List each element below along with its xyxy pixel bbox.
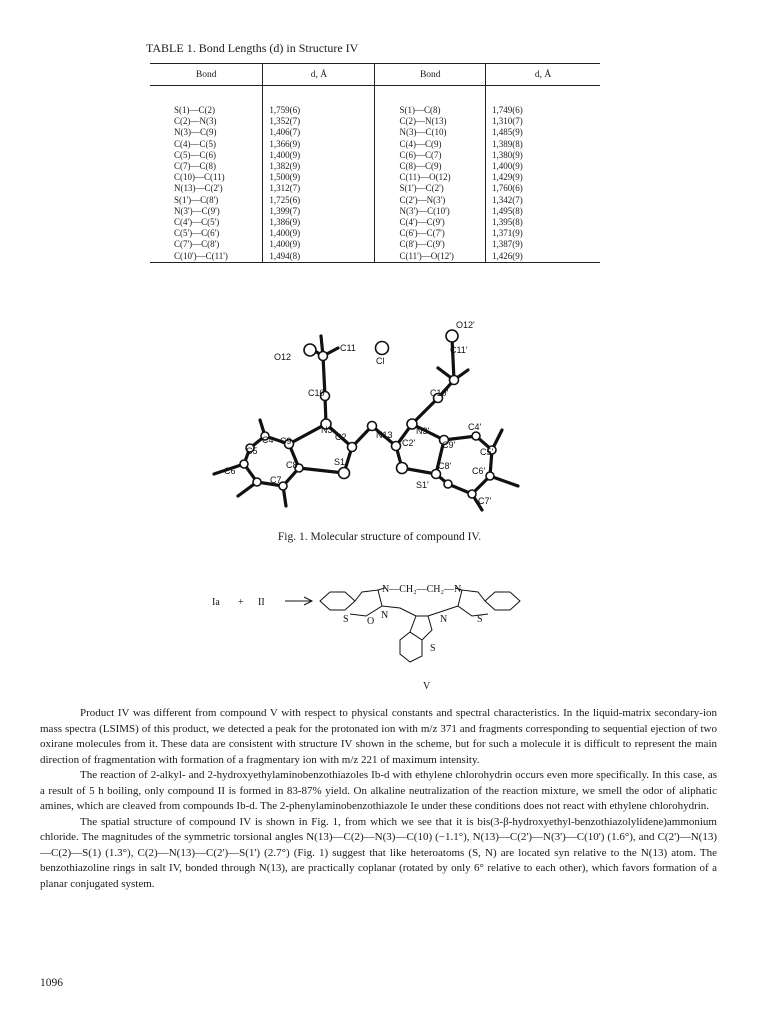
atom-label-c4: C4: [262, 435, 274, 445]
length-cell: 1,495(8): [486, 206, 601, 217]
reactant-ia-label: Ia: [212, 597, 220, 608]
molecular-structure-figure: [190, 298, 570, 526]
atom-label-c2p: C2': [402, 438, 416, 448]
table-row: [150, 239, 600, 250]
atom-label-c11: C11: [340, 343, 356, 353]
table-body: [150, 86, 600, 263]
nitrogen-right-label: N: [440, 614, 448, 625]
column-header-length: d, Å: [486, 64, 601, 86]
length-cell: 1,494(8): [263, 251, 375, 263]
bond-cell: C(6)—C(7): [375, 150, 486, 161]
oxygen-label: O: [367, 616, 375, 627]
scheme-structures: [285, 588, 520, 662]
atom-label-c8: C8: [286, 460, 298, 470]
table-row: [150, 195, 600, 206]
bond-cell: N(3)—C(10): [375, 127, 486, 138]
atom-label-c11p: C11': [450, 345, 468, 355]
bond-cell: S(1')—C(8'): [174, 194, 219, 205]
sulfur-right-label: S: [477, 614, 483, 625]
bond-cell: C(4')—C(5'): [174, 217, 220, 228]
atom-label-c10p: C10': [430, 388, 449, 398]
length-cell: 1,399(7): [263, 206, 375, 217]
atom-label-c10: C10: [308, 388, 325, 398]
bond-cell: C(10')—C(11'): [150, 251, 263, 263]
bond-cell: N(3')—C(10'): [375, 206, 486, 217]
bond-cell: C(4')—C(9'): [375, 217, 486, 228]
bond-cell: C(5)—C(6): [174, 149, 216, 160]
table-row: [150, 161, 600, 172]
length-cell: 1,382(9): [263, 161, 375, 172]
length-cell: 1,406(7): [263, 127, 375, 138]
length-cell: 1,395(8): [486, 217, 601, 228]
bond-cell: C(4)—C(5): [174, 138, 216, 149]
bond-cell: N(3)—C(9): [174, 127, 217, 138]
atom-label-c8p: C8': [438, 461, 452, 471]
length-cell: 1,342(7): [486, 195, 601, 206]
atom-label-n13: N13: [376, 430, 393, 440]
reaction-arrow: [285, 597, 312, 605]
length-cell: 1,386(9): [263, 217, 375, 228]
bond-cell: S(1)—C(2): [174, 105, 215, 115]
length-cell: 1,760(6): [486, 183, 601, 194]
table-row: [150, 206, 600, 217]
length-cell: 1,759(6): [263, 86, 375, 117]
length-cell: 1,426(9): [486, 251, 601, 263]
bond-cell: C(2)—N(13): [375, 116, 486, 127]
length-cell: 1,429(9): [486, 172, 601, 183]
bond-cell: C(8')—C(9'): [375, 239, 486, 250]
atom-label-c5p: C5': [480, 447, 494, 457]
bond-cell: C(2')—N(3'): [375, 195, 486, 206]
figure-caption: Fig. 1. Molecular structure of compound IV.: [277, 531, 482, 543]
reaction-scheme: [200, 578, 560, 693]
length-cell: 1,371(9): [486, 228, 601, 239]
length-cell: 1,310(7): [486, 116, 601, 127]
atom-label-s1: S1: [334, 457, 346, 467]
atom-label-cl: Cl: [376, 356, 385, 366]
length-cell: 1,749(6): [486, 86, 601, 117]
table-row: [150, 116, 600, 127]
sulfur-left-label: S: [343, 614, 349, 625]
atom-label-c2: C2: [335, 432, 347, 442]
bond-cell: C(11)—O(12): [375, 172, 486, 183]
atom-label-c5: C5: [246, 446, 258, 456]
length-cell: 1,366(9): [263, 139, 375, 150]
length-cell: 1,400(9): [263, 150, 375, 161]
plus-sign: +: [238, 597, 244, 608]
length-cell: 1,500(9): [263, 172, 375, 183]
table-row: [150, 217, 600, 228]
bond-cell: S(1)—C(8): [375, 86, 486, 117]
length-cell: 1,725(6): [263, 195, 375, 206]
table-row: [150, 183, 600, 194]
bond-cell: S(1')—C(2'): [375, 183, 486, 194]
atom-label-s1p: S1': [416, 480, 429, 490]
sulfur-bottom-label: S: [430, 643, 436, 654]
bridge-label: N—CH₂—CH₂—N: [382, 584, 462, 595]
bond-cell: N(3')—C(9'): [174, 205, 220, 216]
bond-cell: C(7)—C(8): [174, 161, 216, 172]
table-row: [150, 150, 600, 161]
column-header-length: d, Å: [263, 64, 375, 86]
atom-label-c6: C6: [224, 466, 236, 476]
length-cell: 1,400(9): [263, 239, 375, 250]
table-row: [150, 139, 600, 150]
paragraph: The reaction of 2-alkyl- and 2-hydroxyethylaminobenzothiazoles Ib-d with ethylene chlorohydrin occurs even more specifically. In this case, as a result of 5 h boiling, only compound II is formed in 83-87% yield. On alkaline neutralization of the reaction mixture, we smell the odor of aliphatic amines, which are cleaved from compounds Ib-d. The 2-phenylaminobenzothiazole Ie under these conditions does not react with ethylene chlorohydrin.: [40, 769, 717, 812]
bond-length-table: [150, 63, 600, 263]
table-row: [150, 127, 600, 138]
bond-cell: C(11')—O(12'): [375, 251, 486, 263]
product-v-label: V: [423, 681, 431, 692]
bond-cell: N(13)—C(2'): [174, 183, 223, 194]
length-cell: 1,387(9): [486, 239, 601, 250]
length-cell: 1,389(8): [486, 139, 601, 150]
bond-cell: C(4)—C(9): [375, 139, 486, 150]
bond-cell: C(10)—C(11): [174, 172, 225, 183]
length-cell: 1,400(9): [486, 161, 601, 172]
length-cell: 1,485(9): [486, 127, 601, 138]
page-number: 1096: [40, 977, 63, 989]
table-row: [150, 251, 600, 263]
atom-label-n3: N3: [321, 425, 333, 435]
paragraph: Product IV was different from compound V with respect to physical constants and spectral characteristics. In the liquid-matrix secondary-ion mass spectra (LSIMS) of this product, we detected a peak for the protonated ion with m/z 371 and fragments corresponding to sequential ejection of two oxirane molecules from it. These data are consistent with structure IV shown in the scheme, but for such a molecule it is difficult to represent the main direction of fragmentation with formation of a fragmentary ion with m/z 221 of maximum intensity.: [40, 707, 717, 766]
atom-label-c7p: C7': [478, 496, 492, 506]
table-row: [150, 228, 600, 239]
bond-cell: C(2)—N(3): [174, 116, 217, 127]
nitrogen-left-label: N: [381, 610, 389, 621]
table-row: [150, 172, 600, 183]
atom-label-n3p: N3': [416, 426, 430, 436]
paragraph: The spatial structure of compound IV is shown in Fig. 1, from which we see that it is bis(3-β-hydroxyethyl-benzothiazolylidene)ammonium chloride. The magnitudes of the symmetric torsional angles N(13)—C(2)—N(3)—C(10) (−1.1°), N(13)—C(2')—N(3')—C(10') (1.6°), and C(2')—N(13)—C(2)—S(1) (1.3°), C(2)—N(13)—C(2')—S(1') (2.7°) (Fig. 1) suggest that like heteroatoms (S, N) are located syn relative to the N(13) atom. The benzothiazoline rings in salt IV, bonded through N(13), are practically coplanar (rotated by only 6° relative to each other), which favors formation of a planar conjugated system.: [40, 815, 717, 890]
length-cell: 1,312(7): [263, 183, 375, 194]
table-row: [150, 86, 600, 117]
column-header-bond: Bond: [375, 64, 486, 86]
column-header-bond: Bond: [150, 64, 263, 86]
atom-label-c6p: C6': [472, 466, 486, 476]
body-text: [40, 706, 717, 892]
bond-cell: C(7')—C(8'): [174, 239, 220, 250]
table-caption: TABLE 1. Bond Lengths (d) in Structure IV: [146, 41, 359, 55]
atom-label-o12p: O12': [456, 320, 475, 330]
length-cell: 1,380(9): [486, 150, 601, 161]
bond-cell: C(8)—C(9): [375, 161, 486, 172]
length-cell: 1,352(7): [263, 116, 375, 127]
atom-label-c9: C9: [280, 436, 292, 446]
bond-cell: C(6')—C(7'): [375, 228, 486, 239]
atom-label-c9p: C9': [442, 440, 456, 450]
atom-label-o12: O12: [274, 352, 292, 362]
atom-label-c4p: C4': [468, 422, 482, 432]
reactant-ii-label: II: [258, 597, 265, 608]
atom-label-c7: C7: [270, 475, 282, 485]
bond-cell: C(5')—C(6'): [174, 228, 220, 239]
length-cell: 1,400(9): [263, 228, 375, 239]
